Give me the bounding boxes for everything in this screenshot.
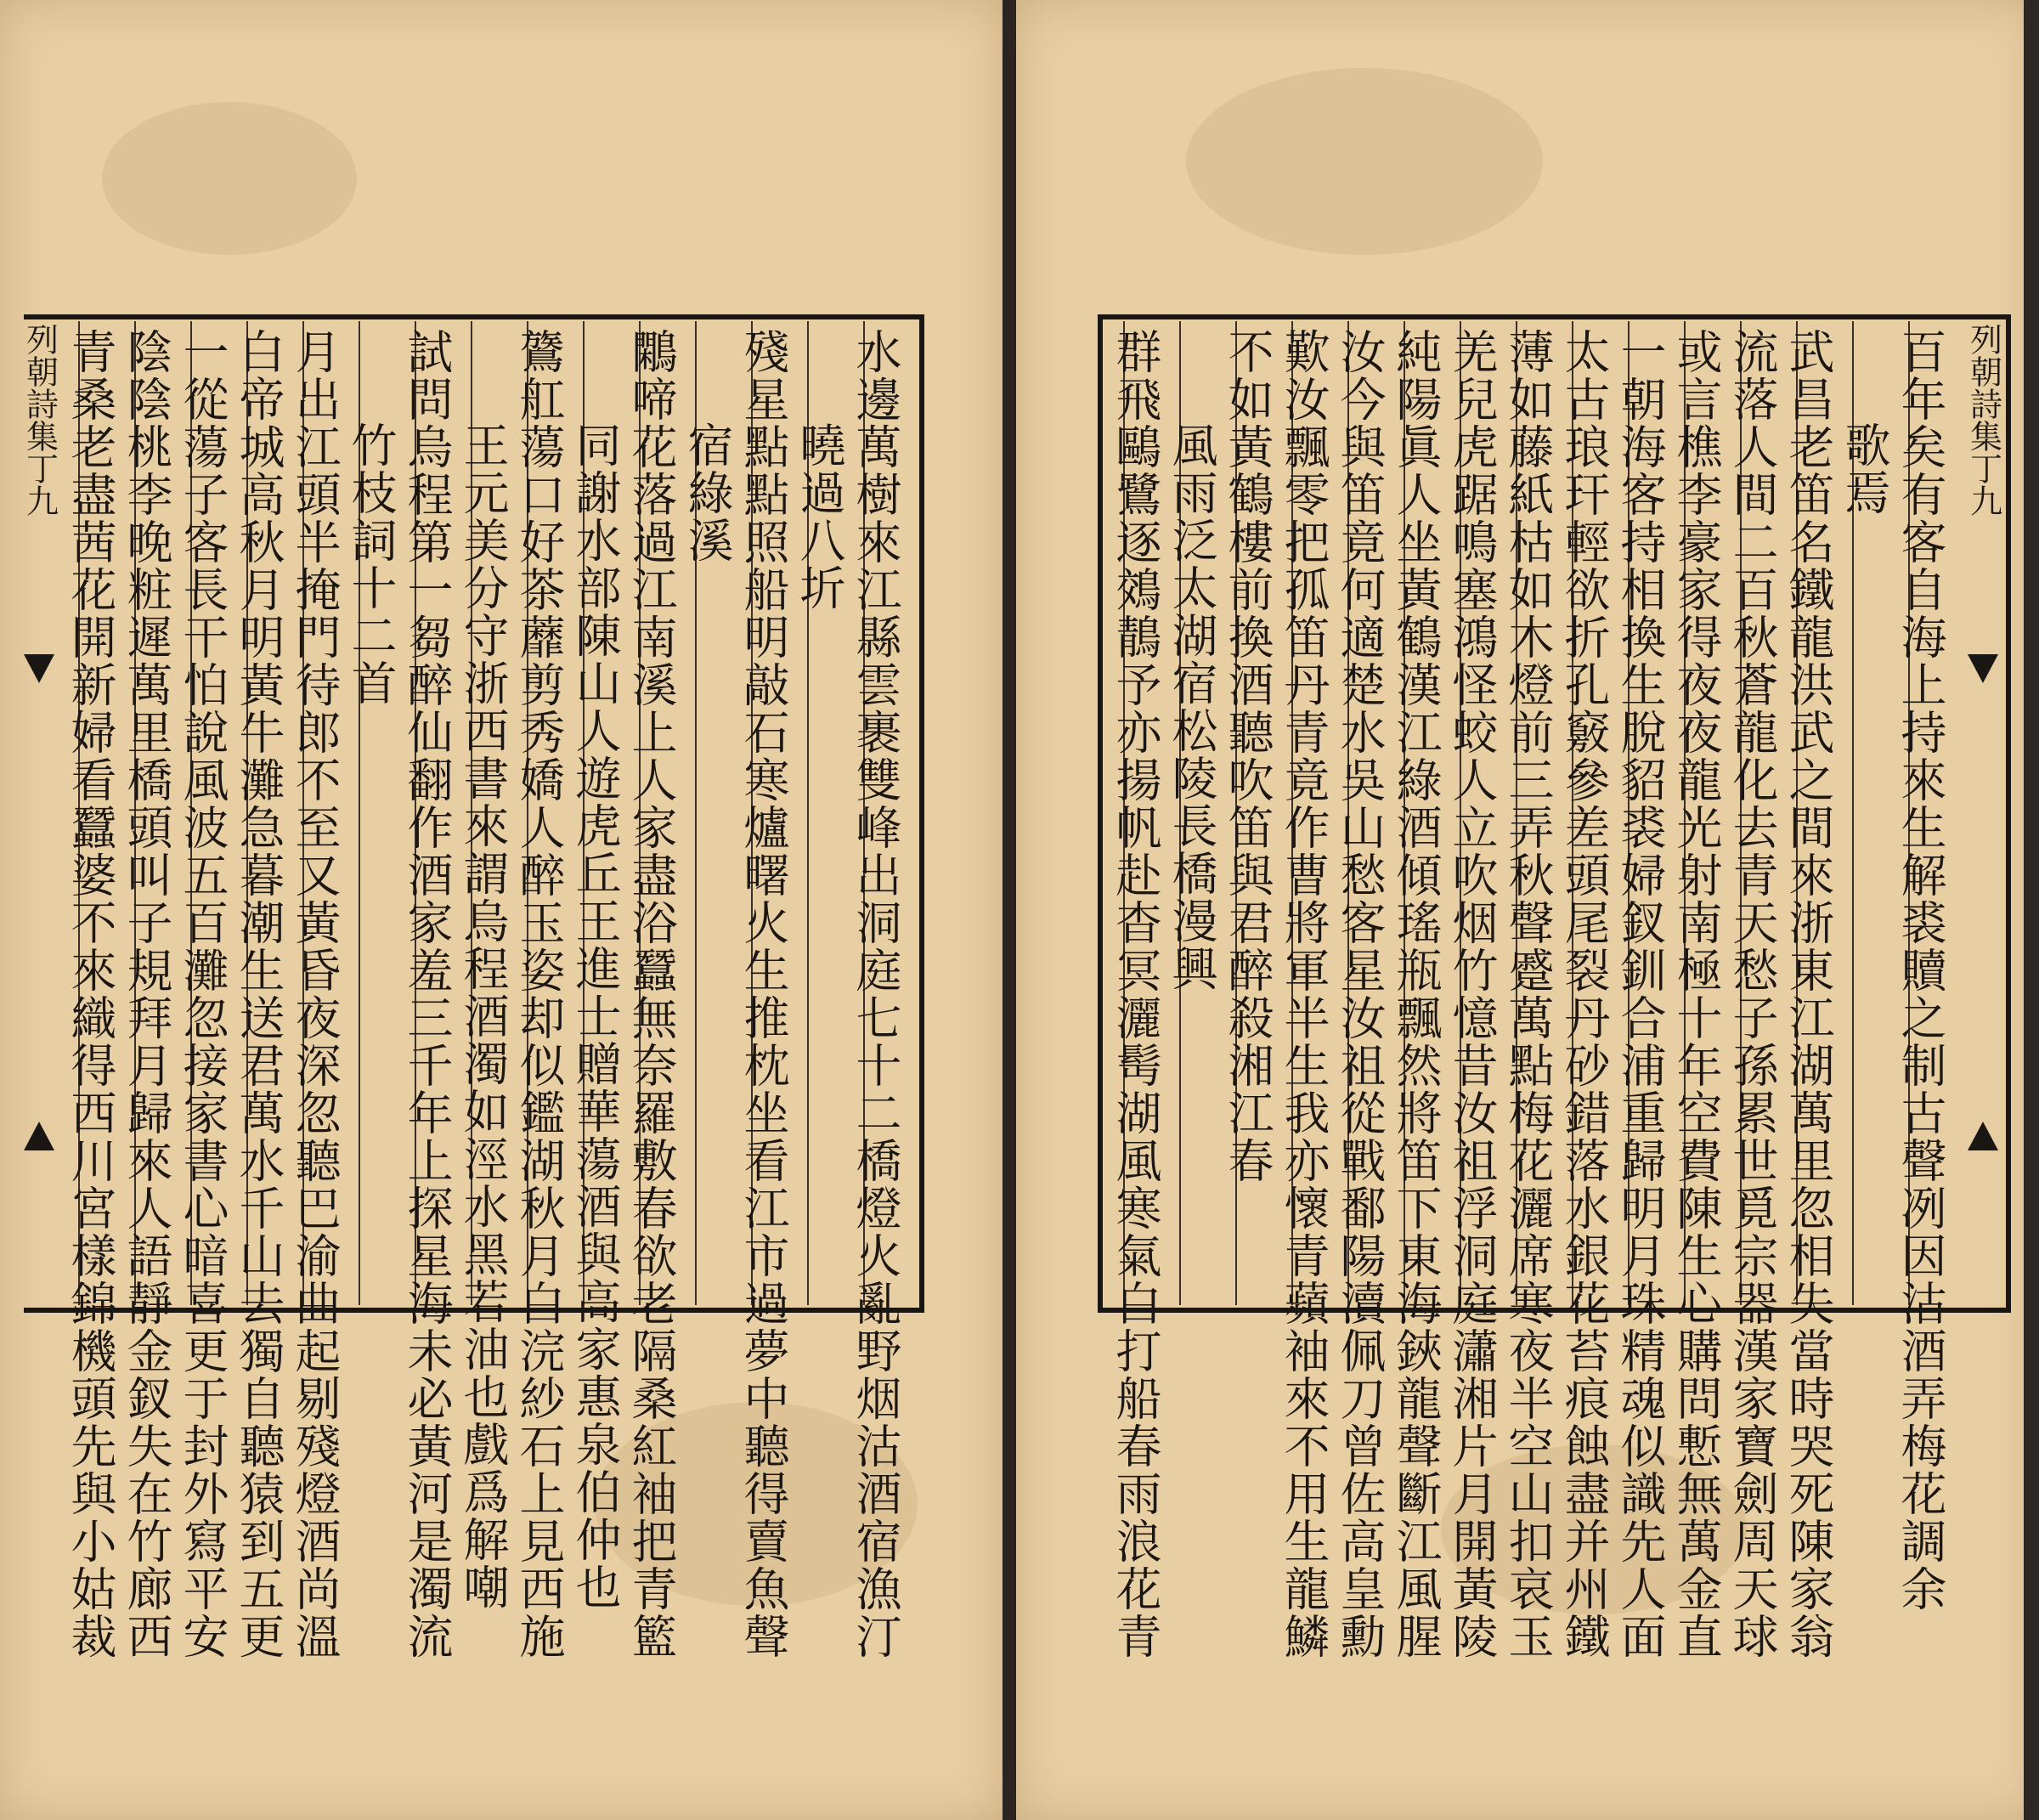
book-edge [2024,0,2039,1820]
text-column [1613,321,1684,1660]
column-text: 歎汝飄零把孤笛丹青竟作曹將軍半生我亦懷青蘋袖來不用生龍鱗 [1277,328,1330,1660]
text-column [1782,321,1852,1660]
text-column [232,321,302,1660]
column-text: 武昌老笛名鐵龍洪武之間來浙東江湖萬里忽相失當時哭死陳家翁 [1782,328,1835,1660]
column-text: 竹枝詞十二首 [344,421,398,707]
text-column [288,321,359,1660]
column-text: 一從蕩子客長干怕說風波五百灘忽接家書心暗喜更于封外寫平安 [176,328,229,1660]
column-text: 水邊萬樹來江縣雲裹雙峰出洞庭七十二橋燈火亂野烟沽酒宿漁汀 [849,328,902,1660]
column-text: 或言樵李豪家得夜夜龍光射南極十年空費陳生心購問慙無萬金直 [1669,328,1723,1660]
text-column [1221,321,1291,1305]
column-text: 歌焉 [1838,421,1891,517]
fold-mark-bottom [1968,1122,1998,1150]
text-column [793,321,863,1305]
text-column [1894,321,1964,1613]
column-text: 流落人間二百秋蒼龍化去青天愁子孫累世覓宗器漢家寶劍周天球 [1726,328,1779,1660]
text-column [1669,321,1740,1660]
text-column [1165,321,1235,1305]
column-text: 同謝水部陳山人遊虎丘王進士贈華蕩酒與高家惠泉伯仲也 [568,421,622,1611]
text-column [849,321,919,1660]
column-text: 太古琅玕輕欲折孔竅參差頭尾裂丹砂錯落水銀花苔痕蝕盡并州鐵 [1557,328,1611,1660]
column-text: 鷴啼花落過江南溪上人家盡浴蠶無奈羅敷春欲老隔桑紅袖把青籃 [624,328,678,1660]
text-column [1109,321,1179,1660]
text-column [512,321,583,1660]
column-text: 宿綠溪 [681,421,734,564]
margin-title-text: 列朝詩集丁九 [20,323,59,517]
column-text: 王元美分守浙西書來謂烏程酒濁如涇水黑若油也戲爲解嘲 [456,421,510,1611]
text-column [1726,321,1796,1660]
column-text: 百年矣有客自海上持來生解裘贖之制古聲冽因沽酒弄梅花調余 [1894,328,1947,1613]
text-column [1389,321,1460,1660]
text-column [1838,321,1908,1305]
text-column [400,321,471,1660]
column-text: 一朝海客持相換生脫貂裘婦釵釧合浦重歸明月珠精魂似識先人面 [1613,328,1667,1660]
paper-stain [102,102,357,255]
column-text: 薄如藤紙枯如木燈前三弄秋聲蹙萬點梅花灑席寒夜半空山扣哀玉 [1501,328,1555,1660]
right-margin-title [1964,323,2002,1305]
margin-title-text: 列朝詩集丁九 [1964,323,2002,517]
column-text: 鷟舡蕩口好茶蘼剪秀嬌人醉玉姿却似鑑湖秋月白浣紗石上見西施 [512,328,566,1660]
column-text: 陰陰桃李晚粧遲萬里橋頭叫子規拜月歸來人語靜金釵失在竹廊西 [120,328,173,1660]
text-column [681,321,751,1305]
text-column [624,321,695,1660]
text-column [344,321,415,1305]
text-column [176,321,246,1660]
text-column [1445,321,1516,1660]
fold-mark-top [1968,654,1998,683]
column-text: 試問烏程第一芻醉仙翻作酒家羞三千年上探星海未必黃河是濁流 [400,328,454,1660]
column-text: 青桑老盡茜花開新婦看蠶婆不來織得西川宮樣錦機頭先與小姑裁 [64,328,117,1660]
text-column [456,321,527,1611]
book-gutter [1003,0,1016,1820]
text-column [64,321,134,1660]
text-column [120,321,190,1660]
column-text: 曉過八圻 [793,421,846,612]
text-column [1277,321,1347,1660]
paper-stain [1186,68,1543,255]
column-text: 白帝城高秋月明黃牛灘急暮潮生送君萬水千山去獨自聽猿到五更 [232,328,285,1660]
column-text: 不如黃鶴樓前換酒聽吹笛與君醉殺湘江春 [1221,328,1274,1184]
text-column [737,321,807,1660]
column-text: 月出江頭半掩門待郎不至又黃昏夜深忽聽巴渝曲起剔殘燈酒尚溫 [288,328,342,1660]
text-column [1501,321,1572,1660]
column-text: 殘星點點照船明敲石寒爐曙火生推枕坐看江市過夢中聽得賣魚聲 [737,328,790,1660]
text-column [568,321,639,1611]
column-text: 純陽眞人坐黃鶴漢江綠酒傾瑤瓶飄然將笛下東海鋏龍聲斷江風腥 [1389,328,1443,1660]
column-text: 群飛鷗鷺逐鵁鶄予亦揚帆赴杳冥灑髩湖風寒氣白打船春雨浪花青 [1109,328,1162,1660]
column-text: 汝今與笛竟何適楚水吳山愁客星汝祖從戰鄱陽瀆佩刀曾佐高皇勳 [1333,328,1387,1660]
column-text: 風雨泛太湖宿松陵長橋漫興 [1165,421,1218,992]
text-column [1557,321,1628,1660]
column-text: 羌兒虎踞鳴塞鴻怪蛟人立吹烟竹憶昔汝祖浮洞庭瀟湘片月開黃陵 [1445,328,1499,1660]
text-column [1333,321,1404,1660]
